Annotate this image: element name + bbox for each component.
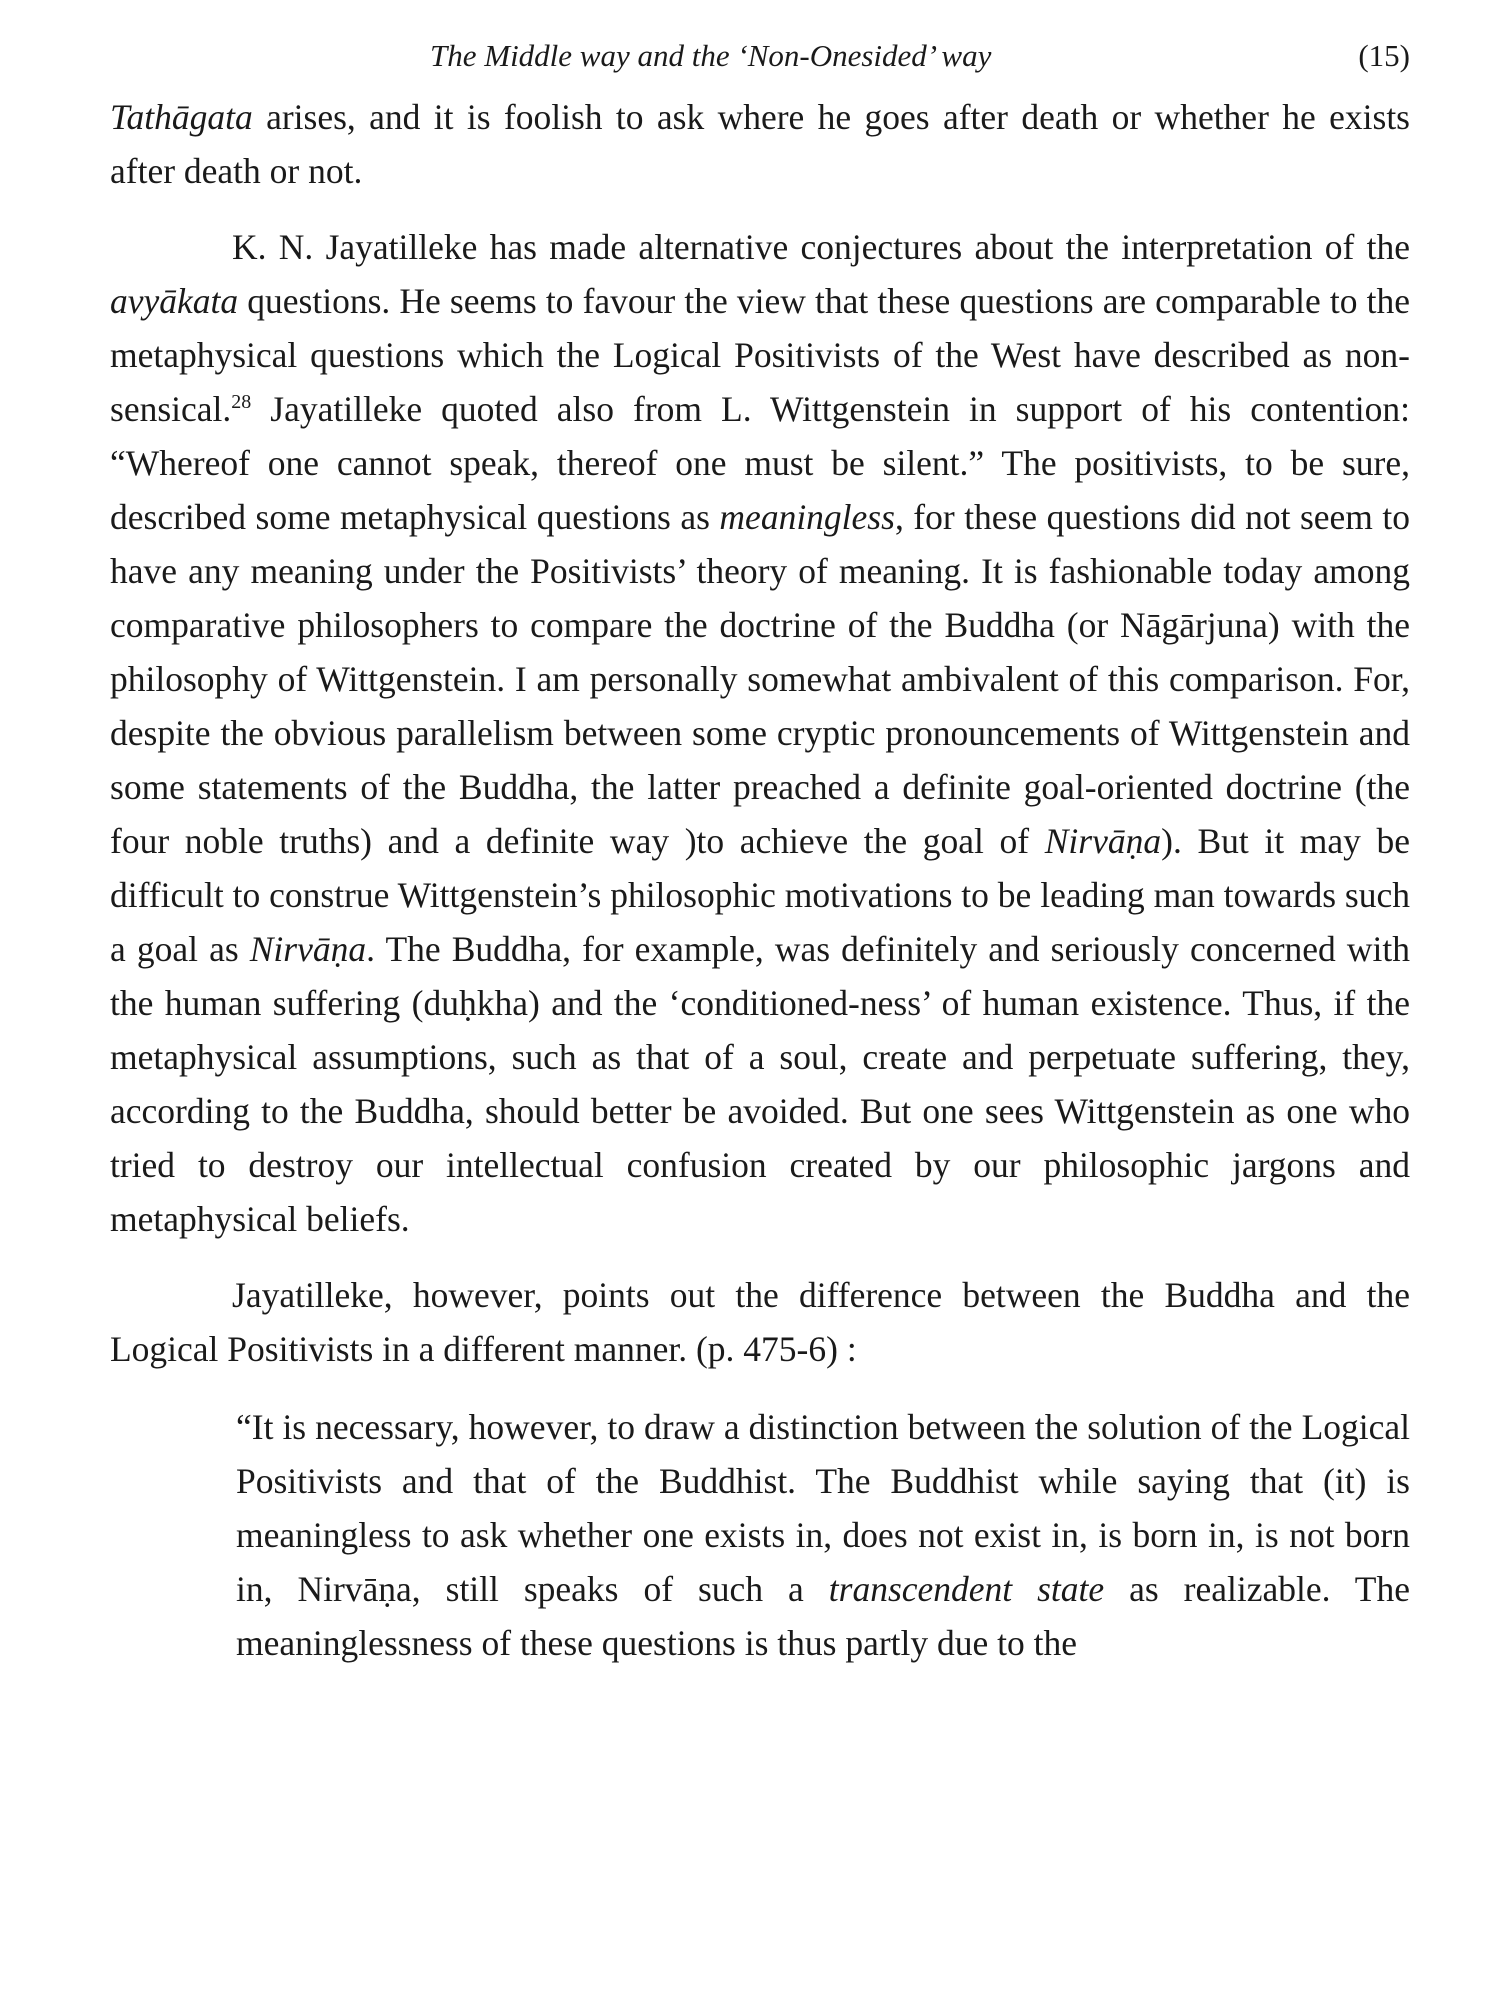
paragraph-continuation — [110, 90, 1410, 198]
page-number: (15) — [1358, 38, 1410, 73]
italic-term: Tathāgata — [110, 97, 253, 137]
block-quote — [236, 1400, 1410, 1670]
paragraph-text: Jayatilleke, however, points out the difference between the Buddha and the Logical Positivists in a different manner. (p. 475-6) : — [110, 1275, 1410, 1369]
paragraph-text: K. N. Jayatilleke has made alternative conjectures about the interpretation of the — [232, 227, 1410, 267]
italic-term: meaningless — [719, 497, 895, 537]
paragraph-text: , for these questions did not seem to have any meaning under the Positivists’ theory of meaning. It is fashionable today among comparative philosophers to compare the doctrine of the Buddha (or Nāgārjuna) with the philosophy of Wittgenstein. I am personally somewhat ambivalent of this comparison. For, despite the obvious parallelism between some cryptic pronouncements of Wittgenstein and some statements of the Buddha, the latter preached a definite goal-oriented doctrine (the four noble truths) and a definite way )to achieve the goal of — [110, 497, 1411, 861]
paragraph-text: ). But it may be difficult to construe Wittgenstein’s philosophic motivations to be leading man towards such a goal as — [110, 821, 1410, 969]
footnote-marker: 28 — [231, 391, 252, 414]
paragraph-text: questions. He seems to favour the view that these questions are comparable to the metaphysical questions which the Logical Positivists of the West have described as non-sensical. — [110, 281, 1410, 429]
italic-term: transcendent state — [828, 1569, 1105, 1609]
paragraph-difference — [110, 1268, 1410, 1376]
running-header — [110, 30, 1410, 80]
paragraph-text: arises, and it is foolish to ask where he goes after death or whether he exists after death or not. — [110, 97, 1410, 191]
italic-term: Nirvāṇa — [249, 929, 367, 969]
paragraph-jayatilleke-conjectures — [110, 220, 1410, 1246]
paragraph-text: Jayatilleke quoted also from L. Wittgenstein in support of his contention: “Whereof one cannot speak, thereof one must be silent.” The positivists, to be sure, described some metaphysical questions as — [110, 389, 1410, 537]
italic-term: Nirvāṇa — [1044, 821, 1162, 861]
paragraph-text: . The Buddha, for example, was definitely and seriously concerned with the human suffering (duḥkha) and the ‘conditioned-ness’ of human existence. Thus, if the metaphysical assumptions, such as that of a soul, create and perpetuate suffering, they, according to the Buddha, should better be avoided. But one sees Wittgenstein as one who tried to destroy our intellectual confusion created by our philosophic jargons and metaphysical beliefs. — [110, 929, 1410, 1239]
italic-term: avyākata — [110, 281, 239, 321]
quote-text: “It is necessary, however, to draw a distinction between the solution of the Logical Positivists and that of the Buddhist. The Buddhist while saying that (it) is meaningless to ask whether one exists in, does not exist in, is born in, is not born in, Nirvāṇa, still speaks of such a — [236, 1407, 1410, 1609]
quote-text: as realizable. The meaninglessness of these questions is thus partly due to the — [236, 1569, 1410, 1663]
running-title: The Middle way and the ‘Non-Onesided’ way — [430, 38, 992, 73]
book-page — [110, 30, 1410, 1670]
